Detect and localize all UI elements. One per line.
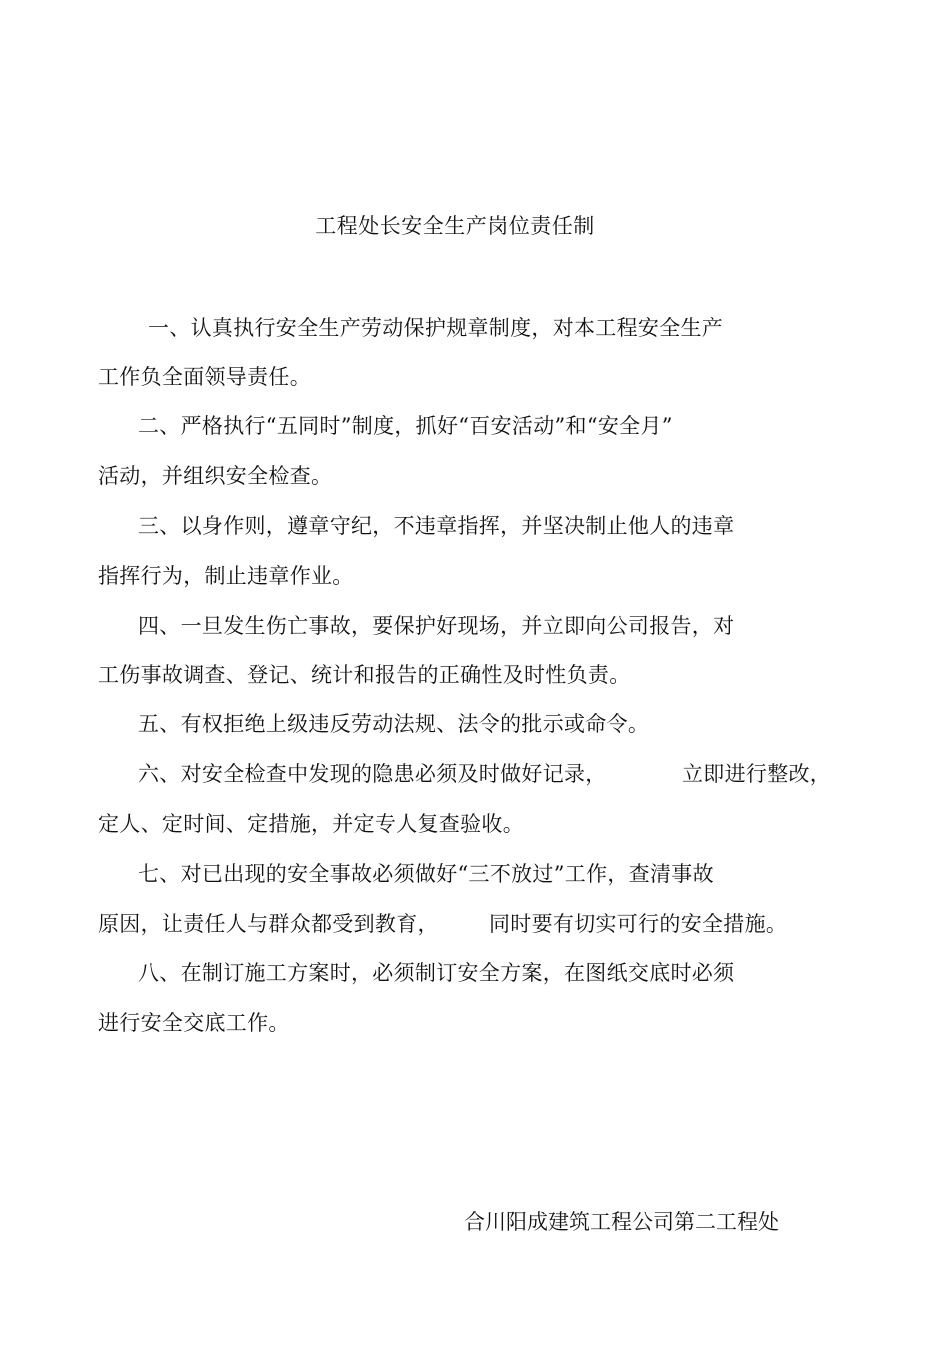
clause-8-line-1: 八、在制订施工方案时，必须制订安全方案，在图纸交底时必须 [138,961,735,985]
clause-7-line-1: 七、对已出现的安全事故必须做好“三不放过”工作，查清事故 [138,862,714,886]
issuer-signature: 合川阳成建筑工程公司第二工程处 [464,1210,779,1234]
clause-1-line-2: 工作负全面领导责任。 [98,365,311,389]
clause-7-line-2a: 原因，让责任人与群众都受到教育， [98,912,439,936]
clause-4-line-1: 四、一旦发生伤亡事故，要保护好现场，并立即向公司报告，对 [138,614,735,638]
clause-5-line-1: 五、有权拒绝上级违反劳动法规、法令的批示或命令。 [138,712,650,736]
clause-2-line-2: 活动，并组织安全检查。 [98,464,333,488]
clause-1-line-1: 一、认真执行安全生产劳动保护规章制度，对本工程安全生产 [148,316,724,340]
clause-6-line-1a: 六、对安全检查中发现的隐患必须及时做好记录， [138,762,607,786]
clause-6-line-2: 定人、定时间、定措施，并定专人复查验收。 [98,812,524,836]
clause-6-line-1b: 立即进行整改， [682,762,832,786]
document-title: 工程处长安全生产岗位责任制 [315,214,595,238]
clause-2-line-1: 二、严格执行“五同时”制度，抓好“百安活动”和“安全月” [138,414,673,438]
clause-3-line-2: 指挥行为，制止违章作业。 [98,564,354,588]
clause-8-line-2: 进行安全交底工作。 [98,1011,290,1035]
clause-4-line-2: 工伤事故调查、登记、统计和报告的正确性及时性负责。 [98,663,631,687]
clause-3-line-1: 三、以身作则，遵章守纪，不违章指挥，并坚决制止他人的违章 [138,514,735,538]
clause-7-line-2b: 同时要有切实可行的安全措施。 [489,912,788,936]
